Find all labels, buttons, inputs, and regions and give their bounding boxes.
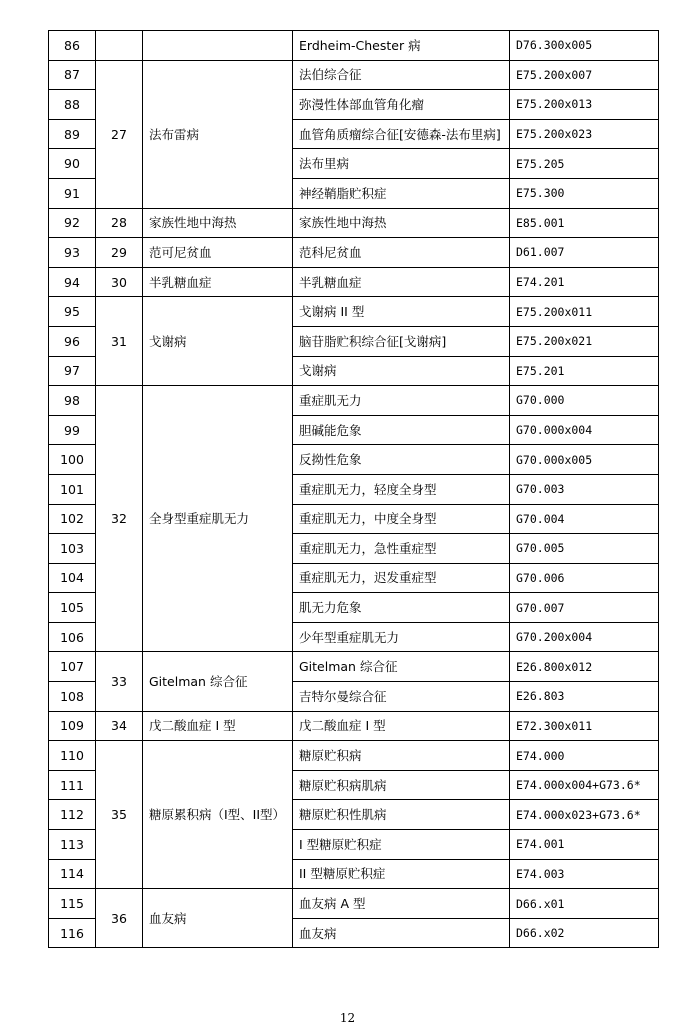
diagnosis-name-cell: 戈谢病 xyxy=(293,356,510,386)
row-index-cell: 114 xyxy=(49,859,96,889)
diagnosis-name-cell: 重症肌无力，迟发重症型 xyxy=(293,563,510,593)
diagnosis-name-cell: II 型糖原贮积症 xyxy=(293,859,510,889)
table-row xyxy=(49,711,659,741)
table-row xyxy=(49,297,659,327)
disease-name-cell: 半乳糖血症 xyxy=(143,267,293,297)
diagnosis-name-cell: 糖原贮积病 xyxy=(293,741,510,771)
diagnosis-code-cell: E75.200x023 xyxy=(510,119,659,149)
diagnosis-code-cell: G70.000 xyxy=(510,386,659,416)
diagnosis-name-cell: 家族性地中海热 xyxy=(293,208,510,238)
row-index-cell: 98 xyxy=(49,386,96,416)
disease-name-cell: 血友病 xyxy=(143,889,293,948)
diagnosis-name-cell: 脑苷脂贮积综合征[戈谢病] xyxy=(293,326,510,356)
diagnosis-name-cell: 重症肌无力，轻度全身型 xyxy=(293,474,510,504)
disease-name-cell: 范可尼贫血 xyxy=(143,238,293,268)
disease-name-cell xyxy=(143,31,293,61)
diagnosis-name-cell: 神经鞘脂贮积症 xyxy=(293,178,510,208)
diagnosis-code-cell: E26.800x012 xyxy=(510,652,659,682)
disease-name-cell: 戊二酸血症 I 型 xyxy=(143,711,293,741)
diagnosis-name-cell: 少年型重症肌无力 xyxy=(293,622,510,652)
diagnosis-name-cell: 重症肌无力 xyxy=(293,386,510,416)
diagnosis-name-cell: 糖原贮积性肌病 xyxy=(293,800,510,830)
table-row xyxy=(49,889,659,919)
diagnosis-code-cell: E74.001 xyxy=(510,830,659,860)
diagnosis-code-cell: G70.005 xyxy=(510,534,659,564)
row-index-cell: 87 xyxy=(49,60,96,90)
diagnosis-name-cell: Gitelman 综合征 xyxy=(293,652,510,682)
diagnosis-code-cell: E74.003 xyxy=(510,859,659,889)
row-index-cell: 104 xyxy=(49,563,96,593)
table-row xyxy=(49,386,659,416)
diagnosis-name-cell: 法伯综合征 xyxy=(293,60,510,90)
row-index-cell: 96 xyxy=(49,326,96,356)
diagnosis-name-cell: 血管角质瘤综合征[安德森-法布里病] xyxy=(293,119,510,149)
group-number-cell: 34 xyxy=(96,711,143,741)
row-index-cell: 99 xyxy=(49,415,96,445)
diagnosis-name-cell: 重症肌无力，急性重症型 xyxy=(293,534,510,564)
diagnosis-code-cell: E72.300x011 xyxy=(510,711,659,741)
diagnosis-code-cell: D66.x01 xyxy=(510,889,659,919)
row-index-cell: 116 xyxy=(49,918,96,948)
diagnosis-name-cell: 血友病 xyxy=(293,918,510,948)
row-index-cell: 108 xyxy=(49,682,96,712)
row-index-cell: 112 xyxy=(49,800,96,830)
group-number-cell: 35 xyxy=(96,741,143,889)
group-number-cell: 33 xyxy=(96,652,143,711)
diagnosis-code-cell: G70.000x005 xyxy=(510,445,659,475)
row-index-cell: 110 xyxy=(49,741,96,771)
diagnosis-code-cell: E75.200x011 xyxy=(510,297,659,327)
diagnosis-name-cell: 重症肌无力，中度全身型 xyxy=(293,504,510,534)
diagnosis-code-cell: E26.803 xyxy=(510,682,659,712)
table-body xyxy=(49,31,659,948)
group-number-cell: 31 xyxy=(96,297,143,386)
disease-name-cell: 家族性地中海热 xyxy=(143,208,293,238)
group-number-cell: 28 xyxy=(96,208,143,238)
disease-code-table xyxy=(48,30,659,948)
disease-name-cell: Gitelman 综合征 xyxy=(143,652,293,711)
row-index-cell: 107 xyxy=(49,652,96,682)
row-index-cell: 103 xyxy=(49,534,96,564)
table-row xyxy=(49,238,659,268)
diagnosis-code-cell: E74.000x023+G73.6* xyxy=(510,800,659,830)
diagnosis-name-cell: 戈谢病 II 型 xyxy=(293,297,510,327)
diagnosis-code-cell: E85.001 xyxy=(510,208,659,238)
table-row xyxy=(49,31,659,61)
diagnosis-code-cell: E74.000 xyxy=(510,741,659,771)
diagnosis-name-cell: 半乳糖血症 xyxy=(293,267,510,297)
diagnosis-code-cell: E75.300 xyxy=(510,178,659,208)
row-index-cell: 115 xyxy=(49,889,96,919)
diagnosis-name-cell: I 型糖原贮积症 xyxy=(293,830,510,860)
group-number-cell: 30 xyxy=(96,267,143,297)
group-number-cell: 32 xyxy=(96,386,143,652)
diagnosis-name-cell: 法布里病 xyxy=(293,149,510,179)
diagnosis-code-cell: G70.006 xyxy=(510,563,659,593)
row-index-cell: 100 xyxy=(49,445,96,475)
diagnosis-name-cell: 血友病 A 型 xyxy=(293,889,510,919)
diagnosis-code-cell: E75.200x013 xyxy=(510,90,659,120)
diagnosis-name-cell: 范科尼贫血 xyxy=(293,238,510,268)
row-index-cell: 94 xyxy=(49,267,96,297)
group-number-cell: 36 xyxy=(96,889,143,948)
row-index-cell: 93 xyxy=(49,238,96,268)
row-index-cell: 101 xyxy=(49,474,96,504)
row-index-cell: 111 xyxy=(49,770,96,800)
table-row xyxy=(49,60,659,90)
table-row xyxy=(49,652,659,682)
diagnosis-name-cell: Erdheim-Chester 病 xyxy=(293,31,510,61)
diagnosis-name-cell: 弥漫性体部血管角化瘤 xyxy=(293,90,510,120)
diagnosis-name-cell: 肌无力危象 xyxy=(293,593,510,623)
diagnosis-code-cell: E74.201 xyxy=(510,267,659,297)
row-index-cell: 88 xyxy=(49,90,96,120)
diagnosis-code-cell: G70.003 xyxy=(510,474,659,504)
diagnosis-code-cell: E75.205 xyxy=(510,149,659,179)
diagnosis-name-cell: 胆碱能危象 xyxy=(293,415,510,445)
diagnosis-code-cell: G70.200x004 xyxy=(510,622,659,652)
row-index-cell: 89 xyxy=(49,119,96,149)
diagnosis-name-cell: 吉特尔曼综合征 xyxy=(293,682,510,712)
table-row xyxy=(49,267,659,297)
row-index-cell: 109 xyxy=(49,711,96,741)
table-row xyxy=(49,208,659,238)
row-index-cell: 95 xyxy=(49,297,96,327)
diagnosis-code-cell: D66.x02 xyxy=(510,918,659,948)
diagnosis-code-cell: G70.007 xyxy=(510,593,659,623)
diagnosis-code-cell: D76.300x005 xyxy=(510,31,659,61)
row-index-cell: 86 xyxy=(49,31,96,61)
row-index-cell: 106 xyxy=(49,622,96,652)
row-index-cell: 113 xyxy=(49,830,96,860)
row-index-cell: 97 xyxy=(49,356,96,386)
disease-name-cell: 全身型重症肌无力 xyxy=(143,386,293,652)
disease-name-cell: 法布雷病 xyxy=(143,60,293,208)
diagnosis-code-cell: G70.000x004 xyxy=(510,415,659,445)
diagnosis-name-cell: 反拗性危象 xyxy=(293,445,510,475)
table-row xyxy=(49,741,659,771)
diagnosis-code-cell: E75.200x007 xyxy=(510,60,659,90)
disease-name-cell: 糖原累积病（I型、II型） xyxy=(143,741,293,889)
diagnosis-name-cell: 戊二酸血症 I 型 xyxy=(293,711,510,741)
row-index-cell: 105 xyxy=(49,593,96,623)
row-index-cell: 92 xyxy=(49,208,96,238)
row-index-cell: 90 xyxy=(49,149,96,179)
diagnosis-code-cell: E75.200x021 xyxy=(510,326,659,356)
diagnosis-code-cell: E75.201 xyxy=(510,356,659,386)
diagnosis-code-cell: D61.007 xyxy=(510,238,659,268)
row-index-cell: 102 xyxy=(49,504,96,534)
diagnosis-name-cell: 糖原贮积病肌病 xyxy=(293,770,510,800)
disease-name-cell: 戈谢病 xyxy=(143,297,293,386)
diagnosis-code-cell: G70.004 xyxy=(510,504,659,534)
page-number: 12 xyxy=(339,1011,356,1025)
row-index-cell: 91 xyxy=(49,178,96,208)
group-number-cell xyxy=(96,31,143,61)
group-number-cell: 29 xyxy=(96,238,143,268)
diagnosis-code-cell: E74.000x004+G73.6* xyxy=(510,770,659,800)
group-number-cell: 27 xyxy=(96,60,143,208)
